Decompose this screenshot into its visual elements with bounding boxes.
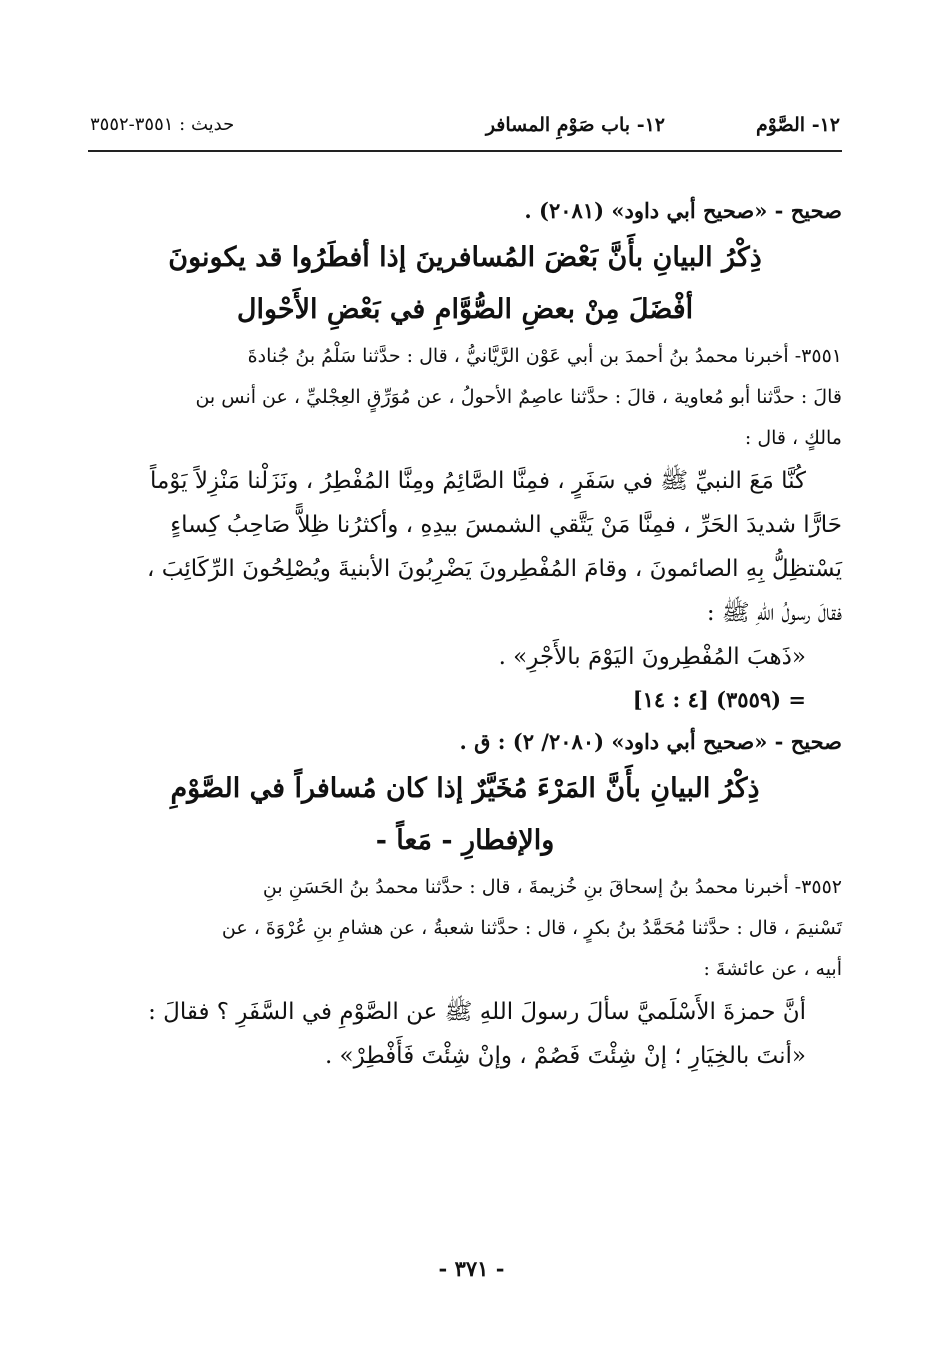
- chapter-heading-2-line-1: ذِكْرُ البيانِ بأَنَّ المَرْءَ مُخَيَّرٌ إذا كان مُسافراً في الصَّوْمِ: [170, 773, 760, 804]
- page-number: - ٣٧١ -: [438, 1256, 505, 1281]
- header-divider: [88, 150, 842, 152]
- running-header: [90, 108, 840, 144]
- grade-note-1: صحيح - «صحيح أبي داود» (٢٠٨١) .: [524, 198, 842, 223]
- hadith-3552-matn-line-1: أنَّ حمزةَ الأَسْلَميَّ سألَ رسولَ اللهِ ﷺ عن الصَّوْمِ في السَّفَرِ ؟ فقالَ :: [148, 999, 806, 1025]
- hadith-3552-matn-line-2: «أنتَ بالخِيَارِ ؛ إنْ شِئْتَ فَصُمْ ، وإنْ شِئْتَ فَأَفْطِرْ» .: [324, 1043, 806, 1069]
- hadith-3551-saying: «ذَهبَ المُفْطِرونَ اليَوْمَ بالأَجْرِ» .: [498, 644, 806, 670]
- hadith-3551-matn-line-1: كُنَّا مَعَ النبيِّ ﷺ في سَفَرٍ ، فمِنَّا الصَّائِمُ ومِنَّا المُفْطِرُ ، ونَزَلْنا مَنْزِلاً يَوْماً: [149, 468, 806, 494]
- chapter-heading-2-line-2: والإفطارِ - مَعاً -: [375, 825, 555, 856]
- chapter-heading-1-line-1: ذِكْرُ البيانِ بأَنَّ بَعْضَ المُسافرينَ إذا أفطَرُوا قد يكونونَ: [168, 242, 762, 273]
- header-chapter: ١٢- الصَّوْم: [755, 114, 840, 136]
- grade-note-2: صحيح - «صحيح أبي داود» (٢٠٨٠/ ٢) : ق .: [459, 729, 842, 754]
- hadith-3551-matn-line-2: حَارًّا شديدَ الحَرِّ ، فمِنَّا مَنْ يَتَّقي الشمسَ بيدِهِ ، وأكثرُنا ظِلاًّ صَاحِبُ كِساءٍ: [170, 512, 842, 538]
- header-hadith-range: حديث : ٣٥٥١-٣٥٥٢: [90, 114, 235, 135]
- header-section: ١٢- باب صَوْمِ المسافر: [485, 114, 665, 136]
- hadith-3551-isnad-line-3: مالكٍ ، قال :: [744, 427, 842, 449]
- hadith-3551-isnad-line-1: ٣٥٥١- أخبرنا محمدُ بنُ أحمدَ بن أبي عَوْن الرَّيَّانيُّ ، قال : حدَّثنا سَلْمُ بنُ جُنادةَ: [247, 345, 842, 367]
- chapter-heading-1-line-2: أفْضَلَ مِنْ بعضِ الصُّوَّامِ في بَعْضِ الأَحْوال: [236, 294, 694, 325]
- hadith-3551-isnad-line-2: قالَ : حدَّثنا أبو مُعاوية ، قالَ : حدَّثنا عاصِمٌ الأحولُ ، عن مُوَرِّقٍ العِجْليِّ ، عن أنس بن: [195, 386, 842, 408]
- hadith-3552-isnad-line-3: أبيه ، عن عائشةَ :: [703, 958, 842, 980]
- page-body: [88, 190, 842, 1078]
- hadith-3552-isnad-line-2: تَسْنيمَ ، قال : حدَّثنا مُحَمَّدُ بنُ بكرٍ ، قال : حدَّثنا شعبةُ ، عن هشامِ بنِ عُرْوَةَ ، عن: [221, 917, 842, 939]
- hadith-3551-matn-line-3: يَسْتظِلُّ بِهِ الصائمونَ ، وقامَ المُفْطِرونَ يَضْرِبُونَ الأبنيةَ ويُصْلِحُونَ الرِّكَائِبَ ،: [147, 556, 842, 582]
- hadith-3551-cross-reference: = (٣٥٥٩) [٤ : ١٤]: [632, 687, 806, 712]
- hadith-3552-isnad-line-1: ٣٥٥٢- أخبرنا محمدُ بنُ إسحاقَ بنِ خُزيمةَ ، قال : حدَّثنا محمدُ بنُ الحَسَنِ بنِ: [262, 876, 842, 898]
- hadith-3551-matn-line-4: فقالَ رسولُ اللهِ ﷺ :: [706, 600, 842, 626]
